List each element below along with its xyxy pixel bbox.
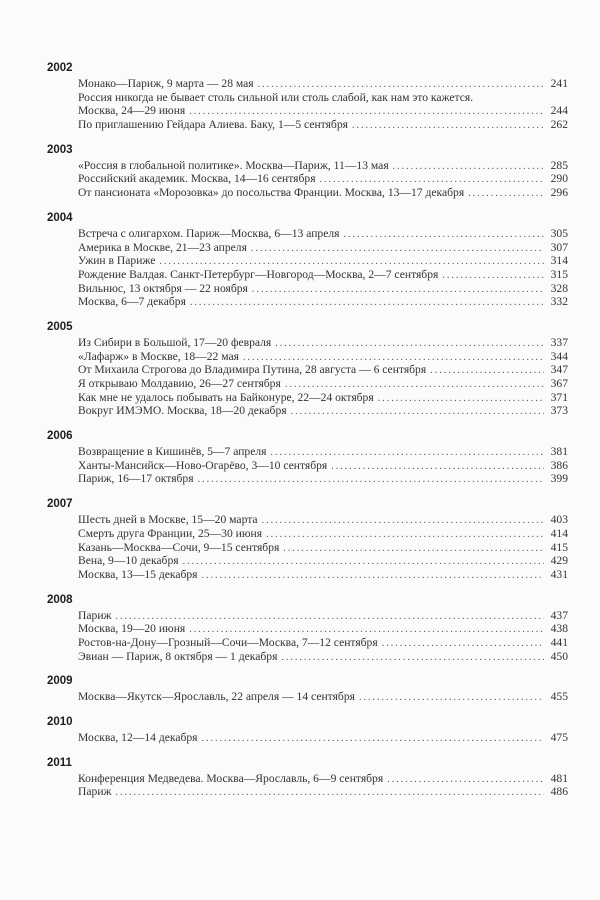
entry-title: По приглашению Гейдара Алиева. Баку, 1—5 сентября — [78, 118, 348, 132]
page-number: 244 — [550, 104, 568, 118]
dot-leader — [262, 514, 544, 528]
entry-title: Вокруг ИМЭМО. Москва, 18—20 декабря — [78, 404, 287, 418]
year-section — [47, 755, 568, 799]
entry-title: Я открываю Молдавию, 26—27 сентября — [78, 377, 281, 390]
page-number: 429 — [550, 554, 568, 568]
entry-title: Монако—Париж, 9 марта — 28 мая — [78, 77, 254, 90]
year-heading: 2008 — [47, 593, 73, 606]
toc-entry — [78, 159, 568, 173]
year-section — [47, 496, 568, 581]
entry-title: Рождение Валдая. Санкт-Петербург—Новгород—Москва, 2—7 сентября — [78, 267, 439, 281]
toc-entry — [78, 295, 568, 309]
dot-leader — [320, 173, 544, 187]
toc-entry — [78, 622, 568, 636]
entry-title: Ужин в Париже — [78, 254, 156, 268]
page-number: 241 — [550, 77, 568, 90]
year-heading: 2011 — [47, 756, 72, 769]
toc-entry — [78, 118, 568, 132]
toc-entry — [78, 472, 568, 486]
toc-entry — [78, 636, 568, 650]
page-number: 414 — [550, 526, 568, 540]
entry-list — [47, 772, 568, 799]
page-number: 347 — [550, 363, 568, 377]
dot-leader — [285, 378, 544, 392]
year-section — [47, 60, 568, 132]
table-of-contents — [47, 60, 568, 809]
toc-entry — [78, 445, 568, 459]
page-number: 337 — [550, 335, 568, 349]
toc-entry — [78, 731, 568, 745]
year-section — [47, 210, 568, 309]
page-number: 328 — [550, 281, 568, 295]
entry-title: Москва, 6—7 декабря — [78, 295, 186, 309]
toc-entry — [78, 541, 568, 555]
toc-entry — [78, 554, 568, 568]
entry-title: Конференция Медведева. Москва—Ярославль, 6—9 сентября — [78, 771, 384, 785]
dot-leader — [202, 732, 544, 746]
toc-entry — [78, 282, 568, 296]
dot-leader — [190, 296, 544, 310]
toc-entry — [78, 172, 568, 186]
page-number: 296 — [550, 186, 568, 200]
dot-leader — [183, 555, 544, 569]
dot-leader — [378, 392, 544, 406]
dot-leader — [189, 623, 544, 637]
page-number: 403 — [550, 513, 568, 527]
entry-title: Москва, 13—15 декабря — [78, 567, 198, 581]
entry-title: Москва, 19—20 июня — [78, 622, 186, 636]
year-heading: 2004 — [47, 211, 73, 224]
entry-title: Вильнюс, 13 октября — 22 ноября — [78, 281, 248, 295]
year-heading: 2003 — [47, 143, 73, 156]
dot-leader — [442, 269, 544, 283]
dot-leader — [352, 119, 544, 133]
dot-leader — [359, 691, 544, 705]
page-number: 441 — [550, 635, 568, 649]
page-number: 290 — [550, 172, 568, 186]
dot-leader — [331, 460, 544, 474]
toc-entry — [78, 772, 568, 786]
toc-entry — [78, 391, 568, 405]
entry-title: От пансионата «Морозовка» до посольства Франции. Москва, 13—17 декабря — [78, 186, 465, 200]
dot-leader — [243, 351, 544, 365]
entry-title: Москва, 24—29 июня — [78, 104, 186, 118]
toc-entry — [78, 241, 568, 255]
toc-entry — [78, 104, 568, 118]
page-number: 415 — [550, 540, 568, 554]
entry-title: Ростов-на-Дону—Грозный—Сочи—Москва, 7—12 сентября — [78, 635, 378, 649]
dot-leader — [159, 255, 544, 269]
entry-title: Париж, 16—17 октября — [78, 472, 194, 486]
page-number: 367 — [550, 377, 568, 390]
page-number: 381 — [550, 445, 568, 459]
entry-title: Как мне не удалось побывать на Байконуре, 22—24 октября — [78, 390, 374, 404]
page-number: 399 — [550, 472, 568, 486]
dot-leader — [116, 610, 544, 624]
page-number: 305 — [550, 226, 568, 240]
page-number: 314 — [550, 254, 568, 268]
entry-list — [47, 336, 568, 418]
year-heading: 2005 — [47, 320, 73, 333]
dot-leader — [266, 528, 544, 542]
toc-entry — [78, 336, 568, 350]
entry-list — [47, 77, 568, 132]
page-number: 315 — [550, 267, 568, 281]
page-number: 486 — [550, 785, 568, 799]
year-heading: 2010 — [47, 716, 73, 728]
toc-entry — [78, 609, 568, 623]
dot-leader — [275, 337, 544, 351]
entry-title: «Лафарж» в Москве, 18—22 мая — [78, 349, 239, 363]
dot-leader — [468, 187, 544, 201]
page-number: 437 — [550, 608, 568, 622]
toc-entry — [78, 527, 568, 541]
toc-entry — [78, 377, 568, 391]
page-number: 438 — [550, 622, 568, 636]
toc-entry — [78, 363, 568, 377]
dot-leader — [198, 473, 544, 487]
year-section — [47, 673, 568, 704]
year-heading: 2002 — [47, 62, 73, 74]
page-number: 455 — [550, 690, 568, 704]
dot-leader — [343, 228, 544, 242]
toc-entry — [78, 785, 568, 799]
dot-leader — [251, 242, 544, 256]
page-number: 332 — [550, 295, 568, 309]
toc-entry — [78, 513, 568, 527]
year-section — [47, 714, 568, 745]
year-section — [47, 319, 568, 418]
page-number: 344 — [550, 349, 568, 363]
page-number: 285 — [550, 158, 568, 172]
entry-title: Эвиан — Париж, 8 октября — 1 декабря — [78, 649, 278, 663]
entry-title-line: Россия никогда не бывает столь сильной или столь слабой, как нам это кажется. — [78, 90, 474, 104]
toc-entry — [78, 568, 568, 582]
year-section — [47, 592, 568, 664]
toc-entry — [78, 254, 568, 268]
page-number: 450 — [550, 649, 568, 663]
entry-title: Москва, 12—14 декабря — [78, 731, 198, 744]
toc-entry — [78, 459, 568, 473]
entry-title: Париж — [78, 785, 112, 799]
entry-list — [47, 513, 568, 581]
page-number: 475 — [550, 731, 568, 744]
page-number: 431 — [550, 567, 568, 581]
year-section — [47, 142, 568, 200]
dot-leader — [189, 105, 544, 119]
dot-leader — [252, 283, 544, 297]
entry-list — [47, 445, 568, 486]
dot-leader — [387, 773, 544, 787]
entry-title: «Россия в глобальной политике». Москва—Париж, 11—13 мая — [78, 158, 389, 172]
dot-leader — [258, 78, 544, 92]
entry-title: Встреча с олигархом. Париж—Москва, 6—13 апреля — [78, 226, 340, 240]
entry-title: Вена, 9—10 декабря — [78, 554, 179, 568]
entry-list — [47, 609, 568, 664]
page-number: 373 — [550, 404, 568, 418]
entry-title: Из Сибири в Большой, 17—20 февраля — [78, 335, 272, 349]
toc-entry — [78, 227, 568, 241]
entry-title: От Михаила Строгова до Владимира Путина, 28 августа — 6 сентября — [78, 363, 427, 377]
entry-title: Возвращение в Кишинёв, 5—7 апреля — [78, 445, 267, 459]
dot-leader — [116, 786, 544, 800]
dot-leader — [281, 651, 544, 665]
entry-list — [47, 159, 568, 200]
toc-entry — [78, 404, 568, 418]
toc-entry — [78, 268, 568, 282]
page-number: 481 — [550, 771, 568, 785]
toc-entry — [78, 650, 568, 664]
year-heading: 2009 — [47, 675, 73, 688]
page-number: 371 — [550, 390, 568, 404]
dot-leader — [382, 637, 544, 651]
toc-entry — [78, 690, 568, 704]
year-heading: 2006 — [47, 430, 73, 443]
entry-title: Российский академик. Москва, 14—16 сентября — [78, 172, 316, 186]
entry-title: Смерть друга Франции, 25—30 июня — [78, 526, 263, 540]
dot-leader — [202, 569, 544, 583]
page-number: 262 — [550, 118, 568, 132]
entry-title: Париж — [78, 608, 112, 622]
toc-entry — [78, 186, 568, 200]
entry-title: Москва—Якутск—Ярославль, 22 апреля — 14 сентября — [78, 690, 355, 704]
dot-leader — [393, 160, 544, 174]
entry-list — [47, 690, 568, 704]
year-section — [47, 428, 568, 486]
page-number: 307 — [550, 240, 568, 254]
toc-entry — [78, 77, 568, 91]
entry-title: Америка в Москве, 21—23 апреля — [78, 240, 247, 254]
page-number: 386 — [550, 458, 568, 472]
entry-title: Шесть дней в Москве, 15—20 марта — [78, 513, 258, 527]
year-heading: 2007 — [47, 498, 73, 511]
entry-list — [47, 731, 568, 745]
entry-list — [47, 227, 568, 309]
entry-title: Казань—Москва—Сочи, 9—15 сентября — [78, 540, 280, 554]
dot-leader — [430, 364, 544, 378]
dot-leader — [291, 405, 544, 419]
toc-entry — [78, 350, 568, 364]
dot-leader — [283, 542, 544, 556]
dot-leader — [270, 446, 544, 460]
entry-title: Ханты-Мансийск—Ново-Огарёво, 3—10 сентября — [78, 458, 328, 472]
